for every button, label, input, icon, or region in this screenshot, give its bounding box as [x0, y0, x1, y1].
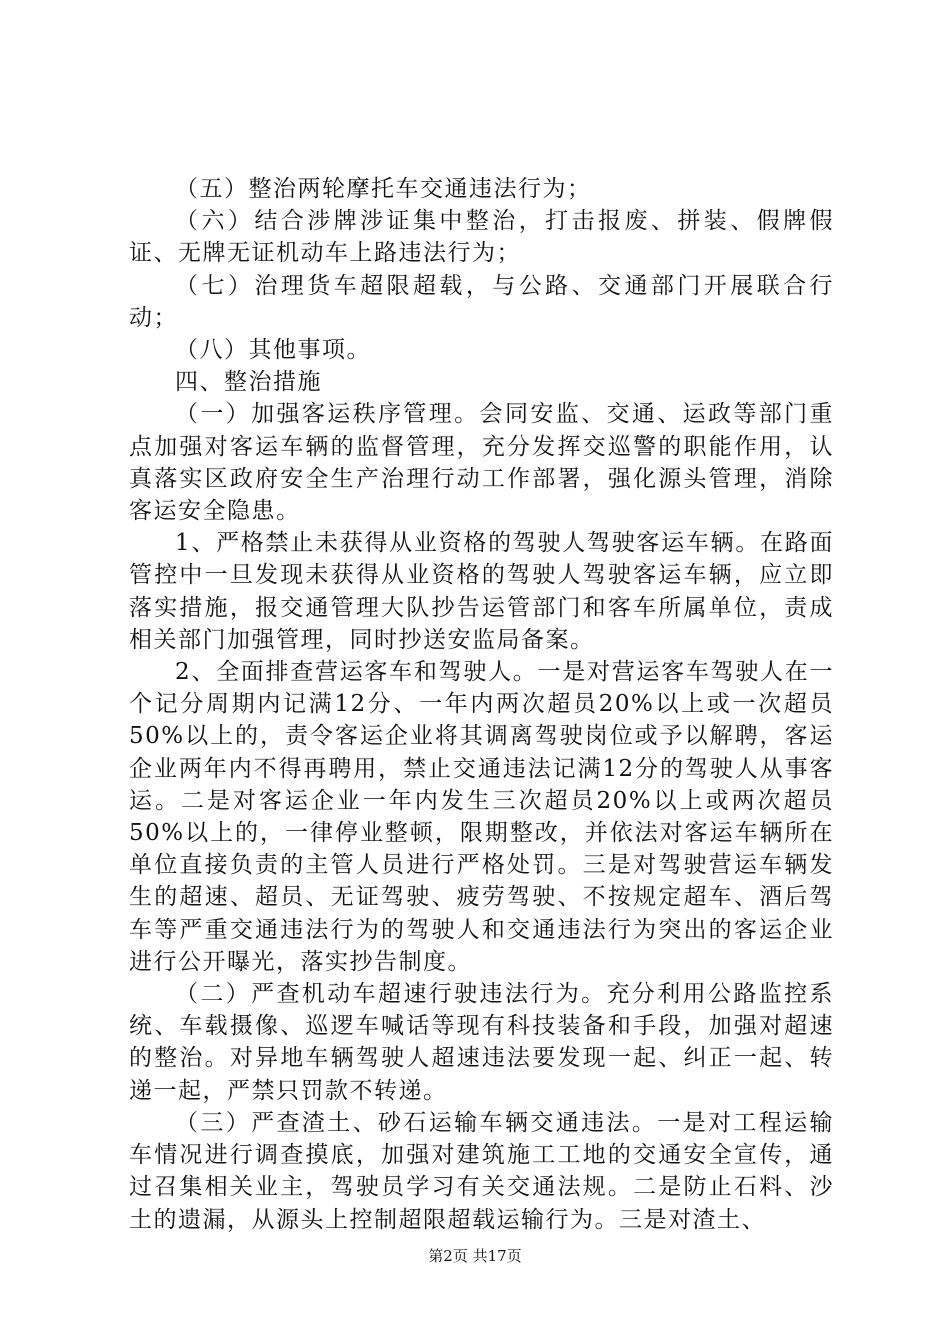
paragraph-measure-1: （一）加强客运秩序管理。会同安监、交通、运政等部门重点加强对客运车辆的监督管理，充分发挥交巡警的职能作用，认真落实区政府安全生产治理行动工作部署，强化源头管理，消除客运安全隐患。 [129, 401, 834, 525]
paragraph-item-5: （五）整治两轮摩托车交通违法行为； [175, 176, 592, 202]
paragraph-measure-1-2: 2、全面排查营运客车和驾驶人。一是对营运客车驾驶人在一个记分周期内记满12分、一年内两次超员20%以上或一次超员50%以上的，责令客运企业将其调离驾驶岗位或予以解聘，客运企业两年内不得再聘用，禁止交通违法记满12分的驾驶人从事客运。二是对客运企业一年内发生三次超员20%以上或两次超员50%以上的，一律停业整顿，限期整改，并依法对客运车辆所在单位直接负责的主管人员进行严格处罚。三是对驾驶营运车辆发生的超速、超员、无证驾驶、疲劳驾驶、不按规定超车、酒后驾车等严重交通违法行为的驾驶人和交通违法行为突出的客运企业进行公开曝光，落实抄告制度。 [129, 659, 834, 975]
paragraph-item-6: （六）结合涉牌涉证集中整治，打击报废、拼装、假牌假证、无牌无证机动车上路违法行为； [129, 208, 834, 267]
paragraph-item-7: （七）治理货车超限超载，与公路、交通部门开展联合行动； [129, 272, 834, 331]
document-body [129, 173, 834, 1236]
paragraph-measure-3: （三）严查渣土、砂石运输车辆交通违法。一是对工程运输车情况进行调查摸底，加强对建筑施工工地的交通安全宣传，通过召集相关业主，驾驶员学习有关交通法规。二是防止石料、沙土的遗漏，从源头上控制超限超载运输行为。三是对渣土、 [129, 1109, 834, 1233]
page-number-footer: 第2页 共17页 [428, 1247, 522, 1265]
section-heading-measures: 四、整治措施 [175, 369, 322, 396]
paragraph-item-8: （八）其他事项。 [175, 337, 371, 364]
paragraph-measure-1-1: 1、严格禁止未获得从业资格的驾驶人驾驶客运车辆。在路面管控中一旦发现未获得从业资格的驾驶人驾驶客运车辆，应立即落实措施，报交通管理大队抄告运管部门和客车所属单位，责成相关部门加强管理，同时抄送安监局备案。 [129, 530, 834, 653]
paragraph-measure-2: （二）严查机动车超速行驶违法行为。充分利用公路监控系统、车载摄像、巡逻车喊话等现有科技装备和手段，加强对超速的整治。对异地车辆驾驶人超速违法要发现一起、纠正一起、转递一起，严禁只罚款不转递。 [129, 981, 834, 1104]
